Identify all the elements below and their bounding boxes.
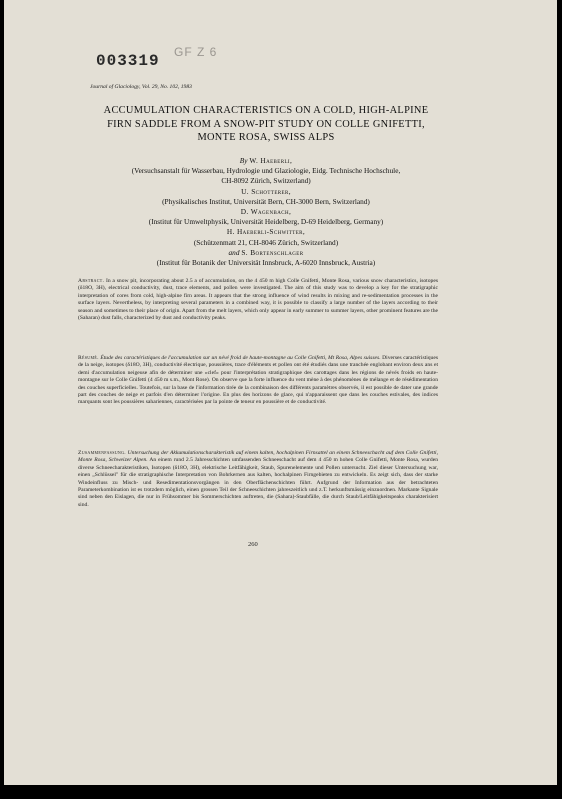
author-affiliation: (Schützenmatt 21, CH-8046 Zürich, Switzerland) [193,237,339,247]
author-affiliation: (Institut für Umweltphysik, Universität Heidelberg, D-69 Heidelberg, Germany) [148,217,384,227]
author-affiliation: (Versuchsanstalt für Wasserbau, Hydrologie und Glaziologie, Eidg. Technische Hochschule, [131,166,401,176]
author-name: W. Haeberli, [249,156,293,165]
abstract-section [78,278,438,322]
abstract-heading: Abstract. [78,278,105,284]
resume-text: Diverses caractéristiques de la neige, isotopes (δ18O, 3H), conductivité électrique, poussières, trace d'éléments et pollen ont été étudiés dans une tranchée englobant environ deux ans et demi d'accumulation neigeuse afin de déterminer une «clef» pour l'interprétation stratigraphique des carottages dans les régions de névés froids en haute-montagne sur le Colle Gnifetti (4 450 m s.m., Mont Rose). On observe que la forte influence du vent mène à des phénomènes de mélange et de résédimentation des couches superficielles. Toutefois, sur la base de l'information tirée de la combinaison des différents paramètres observés, il est possible de dater une grande part des couches de neige et parfois d'en déterminer l'origine. En plus des horizons de glace, qui n'apparaissent que dans les couches estivales, des indices marquants sont les poussières sahariennes, caractérisées par la pointe de teneur en poussière et de conductivité. [78,355,438,406]
author-list [76,156,456,268]
by-label: By [239,156,248,165]
author-affiliation: (Institut für Botanik der Universität Innsbruck, A-6020 Innsbruck, Austria) [156,258,376,268]
author-name: U. Schotterer, [241,186,291,196]
catalog-number: 003319 [96,52,160,70]
zusammenfassung-section [78,450,438,509]
resume-heading: Résumé. [78,355,99,361]
author-line [76,156,456,166]
author-affiliation: CH-8092 Zürich, Switzerland) [221,176,311,186]
title-line: MONTE ROSA, SWISS ALPS [197,132,335,143]
author-line [76,248,456,258]
resume-title: Étude des caractéristiques de l'accumulation sur un névé froid de haute-montagne au Colle Gnifetti, Mt Rosa, Alpes suisses. [100,355,381,361]
journal-reference: Journal of Glaciology, Vol. 29, No. 102, 1983 [90,84,192,90]
and-label: and [228,247,240,257]
author-name: H. Haeberli-Schwitter, [226,227,306,237]
zusammenfassung-heading: Zusammenfassung. [78,450,126,456]
paper-page [4,0,557,785]
page-number: 260 [248,541,258,548]
resume-section [78,355,438,407]
zusammenfassung-text: An einem rund 2.5 Jahresschichten umfassenden Schneeschacht auf dem 4 450 m hohen Colle Gnifetti, Monte Rosa, wurden diverse Schneecharakteristiken, Isotopen (δ18O, 3H), elektrische Leitfähigkeit, Staub, Spurenelemente und Pollen untersucht. Ziel dieser Untersuchung war, einen „Schlüssel" für die stratigraphische Interpretation von Bohrkernen aus kalten, hochalpinen Firngebieten zu entwickeln. Es zeigt sich, dass der starke Windeinfluss zu Misch- und Resedimentationsvorgängen in den Oberflächenschichten führt. Aufgrund der Information aus der betrachteten Parameterkombination ist es trotzdem möglich, einen grossen Teil der Schneeschichten jahreszeitlich und z.T. herkunftsmässig einzuordnen. Markante Signale sind neben den Eislagen, die nur in Frühsommer bis Sommerschichten auftreten, die (Sahara)-Staubfälle, die durch Staub/Leitfähigkeitspeaks charakterisiert sind. [78,457,438,508]
paper-title [76,104,456,145]
abstract-text: In a snow pit, incorporating about 2.5 a of accumulation, on the 4 450 m high Colle Gnifetti, Monte Rosa, various snow characteristics, isotopes (δ18O, 3H), electrical conductivity, dust, trace elements, and pollen were investigated. The aim of this study was to develop a key for the stratigraphic interpretation of cores from cold, high-alpine firn areas. It appears that the strong influence of wind results in mixing and re-sedimentation processes in the surface layers. Nevertheless, by interpreting several parameters in a combined way, it is possible to classify a large number of the layers according to their season and sometimes to their place of origin. Apart from the melt layers, which only appear in early summer to summer layers, other prominent features are the (Saharan) dust falls, characterized by dust and conductivity peaks. [78,278,438,322]
title-line: FIRN SADDLE FROM A SNOW-PIT STUDY ON COLLE GNIFETTI, [107,118,425,130]
zusammenfassung-title: Untersuchung der Akkumulationscharakteristik auf einem kalten, hochalpinen Firnsattel an einem Schneeschacht auf dem Colle Gnifetti, Monte Rosa, Schweizer Alpen. [78,450,438,464]
author-name: D. Wagenbach, [240,207,292,217]
author-affiliation: (Physikalisches Institut, Universität Bern, CH-3000 Bern, Switzerland) [162,196,370,206]
title-line: ACCUMULATION CHARACTERISTICS ON A COLD, HIGH-ALPINE [103,105,429,116]
author-name: S. Bortenschlager [241,247,304,257]
stamp-mark: GF Z 6 [174,45,218,59]
